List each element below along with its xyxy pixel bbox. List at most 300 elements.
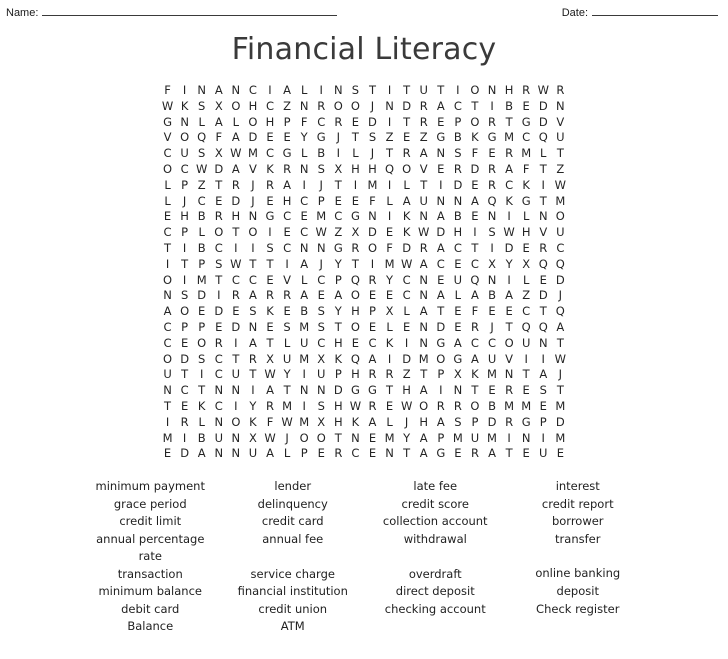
grid-cell[interactable]: J	[319, 177, 323, 192]
grid-cell[interactable]: C	[488, 335, 497, 350]
grid-cell[interactable]: T	[539, 193, 547, 208]
grid-cell[interactable]: K	[402, 209, 411, 224]
grid-cell[interactable]: O	[180, 130, 190, 145]
grid-cell[interactable]: A	[214, 114, 223, 129]
word-list-item[interactable]: financial institution	[237, 584, 348, 599]
grid-cell[interactable]: U	[419, 83, 428, 97]
grid-cell[interactable]: E	[334, 193, 342, 208]
grid-cell[interactable]: E	[454, 304, 462, 319]
grid-cell[interactable]: C	[231, 272, 240, 287]
grid-cell[interactable]: P	[317, 193, 325, 208]
grid-cell[interactable]: D	[487, 414, 497, 429]
grid-cell[interactable]: X	[266, 351, 274, 366]
word-list-item[interactable]: credit score	[401, 496, 469, 511]
grid-cell[interactable]: E	[368, 288, 377, 303]
grid-cell[interactable]: D	[436, 225, 446, 240]
grid-cell[interactable]: F	[471, 146, 479, 161]
grid-cell[interactable]: C	[163, 146, 172, 161]
grid-cell[interactable]: P	[198, 256, 206, 271]
grid-cell[interactable]: A	[231, 130, 240, 145]
grid-cell[interactable]: U	[556, 130, 565, 145]
grid-cell[interactable]: A	[505, 288, 514, 303]
grid-cell[interactable]: B	[453, 209, 462, 224]
grid-cell[interactable]: C	[334, 209, 343, 224]
grid-cell[interactable]: M	[555, 398, 566, 413]
grid-cell[interactable]: W	[537, 83, 549, 97]
grid-cell[interactable]: D	[555, 272, 565, 287]
grid-cell[interactable]: G	[436, 335, 446, 350]
grid-cell[interactable]: A	[436, 240, 445, 255]
grid-cell[interactable]: T	[334, 319, 342, 334]
grid-cell[interactable]: E	[539, 272, 547, 287]
grid-cell[interactable]: Q	[350, 351, 360, 366]
word-list-item[interactable]: Balance	[127, 619, 174, 634]
grid-cell[interactable]: E	[351, 114, 360, 129]
grid-cell[interactable]: T	[232, 351, 240, 366]
grid-cell[interactable]: J	[404, 414, 409, 429]
word-list-item[interactable]: checking account	[384, 601, 486, 616]
grid-cell[interactable]: C	[317, 335, 326, 350]
grid-cell[interactable]: T	[539, 304, 547, 319]
grid-cell[interactable]: C	[214, 367, 223, 382]
grid-cell[interactable]: N	[453, 193, 463, 208]
grid-cell[interactable]: E	[437, 272, 445, 287]
grid-cell[interactable]: G	[436, 446, 446, 461]
grid-cell[interactable]: M	[299, 319, 310, 334]
grid-cell[interactable]: P	[369, 304, 376, 319]
word-list-item[interactable]: ATM	[280, 619, 305, 634]
grid-cell[interactable]: W	[349, 398, 362, 413]
grid-cell[interactable]: D	[402, 240, 412, 255]
grid-cell[interactable]: I	[251, 383, 255, 398]
grid-cell[interactable]: M	[316, 209, 327, 224]
grid-cell[interactable]: I	[541, 430, 545, 445]
grid-cell[interactable]: F	[266, 414, 274, 429]
grid-cell[interactable]: A	[419, 446, 428, 461]
grid-cell[interactable]: N	[521, 430, 531, 445]
grid-cell[interactable]: N	[163, 288, 172, 303]
grid-cell[interactable]: E	[351, 193, 360, 208]
grid-cell[interactable]: T	[164, 240, 172, 255]
grid-cell[interactable]: R	[266, 177, 274, 192]
grid-cell[interactable]: X	[214, 146, 223, 161]
grid-cell[interactable]: W	[400, 256, 413, 271]
grid-cell[interactable]: E	[556, 446, 564, 461]
grid-cell[interactable]: R	[248, 351, 257, 366]
date-field[interactable]	[562, 5, 718, 19]
grid-cell[interactable]: A	[436, 98, 445, 113]
grid-cell[interactable]: A	[197, 446, 206, 461]
grid-cell[interactable]: H	[231, 209, 241, 224]
word-list-item[interactable]: interest	[555, 479, 600, 494]
grid-cell[interactable]: D	[504, 240, 514, 255]
grid-cell[interactable]: R	[488, 161, 497, 176]
grid-cell[interactable]: B	[197, 209, 206, 224]
grid-cell[interactable]: U	[180, 146, 189, 161]
grid-cell[interactable]: N	[299, 98, 309, 113]
grid-cell[interactable]: R	[402, 146, 411, 161]
grid-cell[interactable]: Q	[538, 256, 548, 271]
grid-cell[interactable]: O	[163, 351, 173, 366]
grid-cell[interactable]: I	[541, 351, 545, 366]
grid-cell[interactable]: G	[368, 383, 377, 398]
grid-cell[interactable]: X	[488, 256, 496, 271]
grid-cell[interactable]: M	[504, 130, 515, 145]
grid-cell[interactable]: A	[471, 193, 479, 208]
grid-cell[interactable]: I	[541, 177, 545, 192]
word-list-item[interactable]: withdrawal	[403, 531, 467, 546]
grid-cell[interactable]: I	[490, 240, 494, 255]
grid-cell[interactable]: A	[402, 193, 411, 208]
grid-cell[interactable]: A	[436, 414, 445, 429]
grid-cell[interactable]: F	[300, 114, 308, 129]
grid-cell[interactable]: J	[370, 146, 375, 161]
grid-cell[interactable]: I	[217, 288, 221, 303]
grid-cell[interactable]: S	[488, 225, 496, 240]
grid-cell[interactable]: V	[248, 161, 257, 176]
grid-cell[interactable]: Y	[334, 256, 342, 271]
word-list-item[interactable]: credit report	[541, 496, 614, 511]
grid-cell[interactable]: A	[471, 351, 479, 366]
grid-cell[interactable]: W	[554, 351, 567, 366]
grid-cell[interactable]: C	[180, 383, 189, 398]
grid-cell[interactable]: E	[437, 161, 445, 176]
grid-cell[interactable]: E	[437, 114, 445, 129]
grid-cell[interactable]: R	[266, 288, 274, 303]
grid-cell[interactable]: C	[248, 272, 257, 287]
grid-cell[interactable]: I	[234, 335, 238, 350]
grid-cell[interactable]: X	[317, 351, 326, 366]
grid-cell[interactable]: S	[198, 351, 206, 366]
grid-cell[interactable]: P	[437, 430, 445, 445]
grid-cell[interactable]: L	[352, 146, 359, 161]
grid-cell[interactable]: S	[317, 319, 325, 334]
grid-cell[interactable]: R	[470, 319, 479, 334]
grid-cell[interactable]: O	[163, 272, 173, 287]
grid-cell[interactable]: L	[232, 114, 240, 129]
grid-cell[interactable]: N	[231, 430, 241, 445]
grid-cell[interactable]: U	[282, 351, 292, 366]
grid-cell[interactable]: B	[488, 398, 496, 413]
grid-cell[interactable]: F	[164, 83, 171, 97]
grid-cell[interactable]: W	[161, 98, 174, 113]
grid-cell[interactable]: W	[281, 414, 293, 429]
grid-cell[interactable]: N	[351, 430, 360, 445]
grid-cell[interactable]: Z	[334, 225, 343, 240]
grid-cell[interactable]: W	[315, 225, 327, 240]
grid-cell[interactable]: A	[556, 319, 565, 334]
grid-cell[interactable]: W	[503, 225, 515, 240]
grid-cell[interactable]: K	[334, 351, 343, 366]
grid-cell[interactable]: A	[266, 446, 274, 461]
grid-cell[interactable]: T	[539, 161, 547, 176]
grid-cell[interactable]: V	[283, 272, 292, 287]
grid-cell[interactable]: C	[283, 240, 292, 255]
grid-cell[interactable]: N	[231, 83, 241, 97]
grid-cell[interactable]: N	[299, 240, 309, 255]
grid-cell[interactable]: R	[453, 398, 462, 413]
grid-cell[interactable]: O	[299, 430, 309, 445]
word-list-item[interactable]: credit card	[261, 514, 324, 529]
grid-cell[interactable]: I	[353, 177, 358, 192]
grid-cell[interactable]: I	[234, 240, 238, 255]
grid-cell[interactable]: Y	[403, 430, 411, 445]
grid-cell[interactable]: N	[556, 98, 565, 113]
grid-cell[interactable]: L	[164, 177, 171, 192]
grid-cell[interactable]: H	[351, 304, 360, 319]
grid-cell[interactable]: E	[488, 146, 496, 161]
grid-cell[interactable]: D	[180, 351, 190, 366]
grid-cell[interactable]: V	[505, 351, 514, 366]
grid-cell[interactable]: G	[350, 209, 360, 224]
grid-cell[interactable]: K	[266, 304, 274, 319]
grid-cell[interactable]: B	[197, 430, 206, 445]
grid-cell[interactable]: A	[436, 209, 445, 224]
grid-cell[interactable]: T	[505, 114, 513, 129]
grid-cell[interactable]: C	[265, 98, 275, 113]
grid-cell[interactable]: A	[248, 288, 257, 303]
grid-cell[interactable]: P	[181, 319, 189, 334]
grid-cell[interactable]: R	[231, 177, 240, 192]
grid-cell[interactable]: H	[333, 335, 343, 350]
grid-cell[interactable]: P	[181, 177, 189, 192]
grid-cell[interactable]: K	[402, 225, 411, 240]
grid-cell[interactable]: O	[231, 414, 241, 429]
grid-cell[interactable]: X	[453, 367, 462, 382]
grid-cell[interactable]: E	[283, 130, 291, 145]
grid-cell[interactable]: M	[452, 430, 463, 445]
grid-cell[interactable]: G	[350, 383, 360, 398]
grid-cell[interactable]: I	[507, 430, 511, 445]
word-list-item[interactable]: annual percentage rate	[96, 531, 205, 564]
grid-cell[interactable]: X	[351, 225, 360, 240]
grid-cell[interactable]: I	[387, 177, 392, 192]
grid-cell[interactable]: C	[163, 335, 172, 350]
grid-cell[interactable]: H	[368, 161, 377, 176]
grid-cell[interactable]: D	[538, 114, 548, 129]
grid-cell[interactable]: I	[319, 83, 323, 97]
grid-cell[interactable]: H	[282, 193, 292, 208]
grid-cell[interactable]: A	[471, 288, 479, 303]
grid-cell[interactable]: T	[181, 256, 189, 271]
grid-cell[interactable]: T	[437, 83, 445, 97]
grid-cell[interactable]: N	[214, 446, 224, 461]
grid-cell[interactable]: T	[556, 383, 564, 398]
grid-cell[interactable]: M	[521, 398, 532, 413]
grid-cell[interactable]: M	[418, 351, 429, 366]
grid-cell[interactable]: O	[402, 161, 412, 176]
grid-cell[interactable]: U	[556, 225, 565, 240]
grid-cell[interactable]: R	[368, 398, 377, 413]
grid-cell[interactable]: D	[453, 177, 463, 192]
grid-cell[interactable]: R	[419, 240, 428, 255]
grid-cell[interactable]: D	[248, 130, 258, 145]
grid-cell[interactable]: X	[248, 430, 257, 445]
grid-cell[interactable]: S	[249, 304, 257, 319]
grid-cell[interactable]: N	[316, 240, 326, 255]
word-list-item[interactable]: service charge	[250, 566, 335, 581]
grid-cell[interactable]: D	[333, 383, 343, 398]
word-list-item[interactable]: debit card	[121, 601, 180, 616]
grid-cell[interactable]: T	[164, 398, 172, 413]
grid-cell[interactable]: H	[333, 414, 343, 429]
grid-cell[interactable]: C	[453, 240, 462, 255]
grid-cell[interactable]: Z	[556, 161, 565, 176]
grid-cell[interactable]: L	[403, 177, 410, 192]
grid-cell[interactable]: Y	[283, 367, 291, 382]
grid-cell[interactable]: Q	[538, 319, 548, 334]
grid-cell[interactable]: A	[488, 446, 496, 461]
grid-cell[interactable]: U	[214, 430, 223, 445]
grid-cell[interactable]: P	[283, 114, 291, 129]
grid-cell[interactable]: D	[555, 414, 565, 429]
grid-cell[interactable]: F	[369, 193, 376, 208]
grid-cell[interactable]: R	[317, 98, 326, 113]
grid-cell[interactable]: I	[439, 383, 443, 398]
grid-cell[interactable]: I	[524, 351, 528, 366]
grid-cell[interactable]: H	[333, 398, 343, 413]
grid-cell[interactable]: T	[386, 146, 394, 161]
grid-cell[interactable]: W	[230, 256, 242, 271]
grid-cell[interactable]: I	[165, 414, 170, 429]
grid-cell[interactable]: N	[299, 161, 309, 176]
grid-cell[interactable]: Q	[555, 256, 565, 271]
grid-cell[interactable]: U	[299, 335, 309, 350]
grid-cell[interactable]: S	[317, 398, 325, 413]
grid-cell[interactable]: S	[454, 146, 462, 161]
grid-cell[interactable]: B	[453, 130, 462, 145]
grid-cell[interactable]: X	[334, 161, 343, 176]
grid-cell[interactable]: E	[180, 398, 189, 413]
grid-cell[interactable]: R	[385, 367, 394, 382]
grid-cell[interactable]: E	[368, 430, 377, 445]
grid-cell[interactable]: N	[419, 272, 429, 287]
grid-cell[interactable]: J	[370, 98, 375, 113]
grid-cell[interactable]: A	[214, 83, 223, 97]
grid-cell[interactable]: O	[436, 351, 446, 366]
grid-cell[interactable]: I	[199, 367, 204, 382]
grid-cell[interactable]: M	[367, 177, 378, 192]
grid-cell[interactable]: C	[214, 398, 223, 413]
word-list-item[interactable]: grace period	[113, 496, 187, 511]
grid-cell[interactable]: O	[163, 161, 173, 176]
grid-cell[interactable]: D	[214, 304, 224, 319]
grid-cell[interactable]: E	[471, 177, 479, 192]
grid-cell[interactable]: E	[539, 398, 547, 413]
grid-cell[interactable]: O	[180, 304, 190, 319]
grid-cell[interactable]: E	[385, 288, 394, 303]
grid-cell[interactable]: L	[300, 83, 308, 97]
grid-cell[interactable]: M	[299, 351, 310, 366]
grid-cell[interactable]: W	[264, 430, 276, 445]
grid-cell[interactable]: M	[521, 146, 532, 161]
grid-cell[interactable]: B	[505, 98, 514, 113]
grid-cell[interactable]: G	[282, 146, 292, 161]
grid-cell[interactable]: J	[251, 193, 255, 208]
grid-cell[interactable]: N	[385, 446, 394, 461]
grid-cell[interactable]: F	[471, 304, 479, 319]
grid-cell[interactable]: O	[555, 209, 565, 224]
grid-cell[interactable]: T	[471, 240, 479, 255]
grid-cell[interactable]: C	[505, 177, 514, 192]
grid-cell[interactable]: S	[283, 319, 291, 334]
grid-cell[interactable]: C	[317, 272, 326, 287]
grid-cell[interactable]: A	[163, 304, 172, 319]
grid-cell[interactable]: G	[521, 414, 531, 429]
grid-cell[interactable]: L	[540, 146, 547, 161]
grid-cell[interactable]: I	[268, 225, 272, 240]
grid-cell[interactable]: I	[182, 240, 187, 255]
word-list-item[interactable]: minimum balance	[98, 584, 202, 599]
grid-cell[interactable]: T	[351, 130, 359, 145]
grid-cell[interactable]: N	[214, 383, 224, 398]
grid-cell[interactable]: H	[351, 161, 360, 176]
grid-cell[interactable]: Z	[197, 177, 206, 192]
grid-cell[interactable]: I	[370, 256, 375, 271]
grid-cell[interactable]: E	[385, 398, 394, 413]
grid-cell[interactable]: O	[333, 98, 343, 113]
grid-cell[interactable]: K	[197, 398, 206, 413]
grid-cell[interactable]: R	[556, 83, 565, 97]
grid-cell[interactable]: P	[334, 367, 342, 382]
grid-cell[interactable]: L	[386, 414, 393, 429]
word-list-item[interactable]: transaction	[117, 566, 183, 581]
word-list-item[interactable]: Check register	[536, 601, 620, 616]
grid-cell[interactable]: P	[471, 414, 479, 429]
grid-cell[interactable]: T	[505, 319, 513, 334]
grid-cell[interactable]: M	[555, 430, 566, 445]
grid-cell[interactable]: G	[436, 130, 446, 145]
grid-cell[interactable]: E	[402, 319, 411, 334]
grid-cell[interactable]: N	[231, 446, 241, 461]
grid-cell[interactable]: V	[419, 161, 428, 176]
grid-cell[interactable]: S	[198, 146, 206, 161]
grid-cell[interactable]: L	[283, 446, 291, 461]
grid-cell[interactable]: E	[522, 446, 530, 461]
grid-cell[interactable]: A	[419, 146, 428, 161]
grid-cell[interactable]: C	[163, 225, 172, 240]
grid-cell[interactable]: G	[521, 114, 531, 129]
grid-cell[interactable]: D	[538, 288, 548, 303]
grid-cell[interactable]: X	[317, 414, 326, 429]
grid-cell[interactable]: O	[470, 83, 480, 97]
grid-cell[interactable]: T	[249, 256, 257, 271]
grid-cell[interactable]: I	[251, 240, 255, 255]
grid-cell[interactable]: U	[163, 367, 172, 382]
grid-cell[interactable]: W	[264, 367, 276, 382]
grid-cell[interactable]: I	[439, 177, 443, 192]
grid-cell[interactable]: K	[522, 177, 530, 192]
grid-cell[interactable]: D	[368, 225, 377, 240]
grid-cell[interactable]: I	[182, 430, 187, 445]
grid-cell[interactable]: Z	[522, 288, 531, 303]
grid-cell[interactable]: U	[419, 193, 428, 208]
grid-cell[interactable]: O	[504, 335, 514, 350]
grid-cell[interactable]: Q	[197, 130, 207, 145]
grid-cell[interactable]: O	[248, 225, 258, 240]
grid-cell[interactable]: L	[198, 414, 205, 429]
grid-cell[interactable]: T	[420, 367, 428, 382]
grid-cell[interactable]: E	[505, 304, 513, 319]
grid-cell[interactable]: E	[522, 240, 530, 255]
grid-cell[interactable]: W	[554, 177, 567, 192]
grid-cell[interactable]: R	[505, 146, 514, 161]
grid-cell[interactable]: M	[487, 367, 497, 382]
grid-cell[interactable]: R	[334, 114, 343, 129]
grid-cell[interactable]: A	[419, 304, 428, 319]
word-search-grid[interactable]	[159, 83, 569, 462]
grid-cell[interactable]: E	[471, 209, 479, 224]
